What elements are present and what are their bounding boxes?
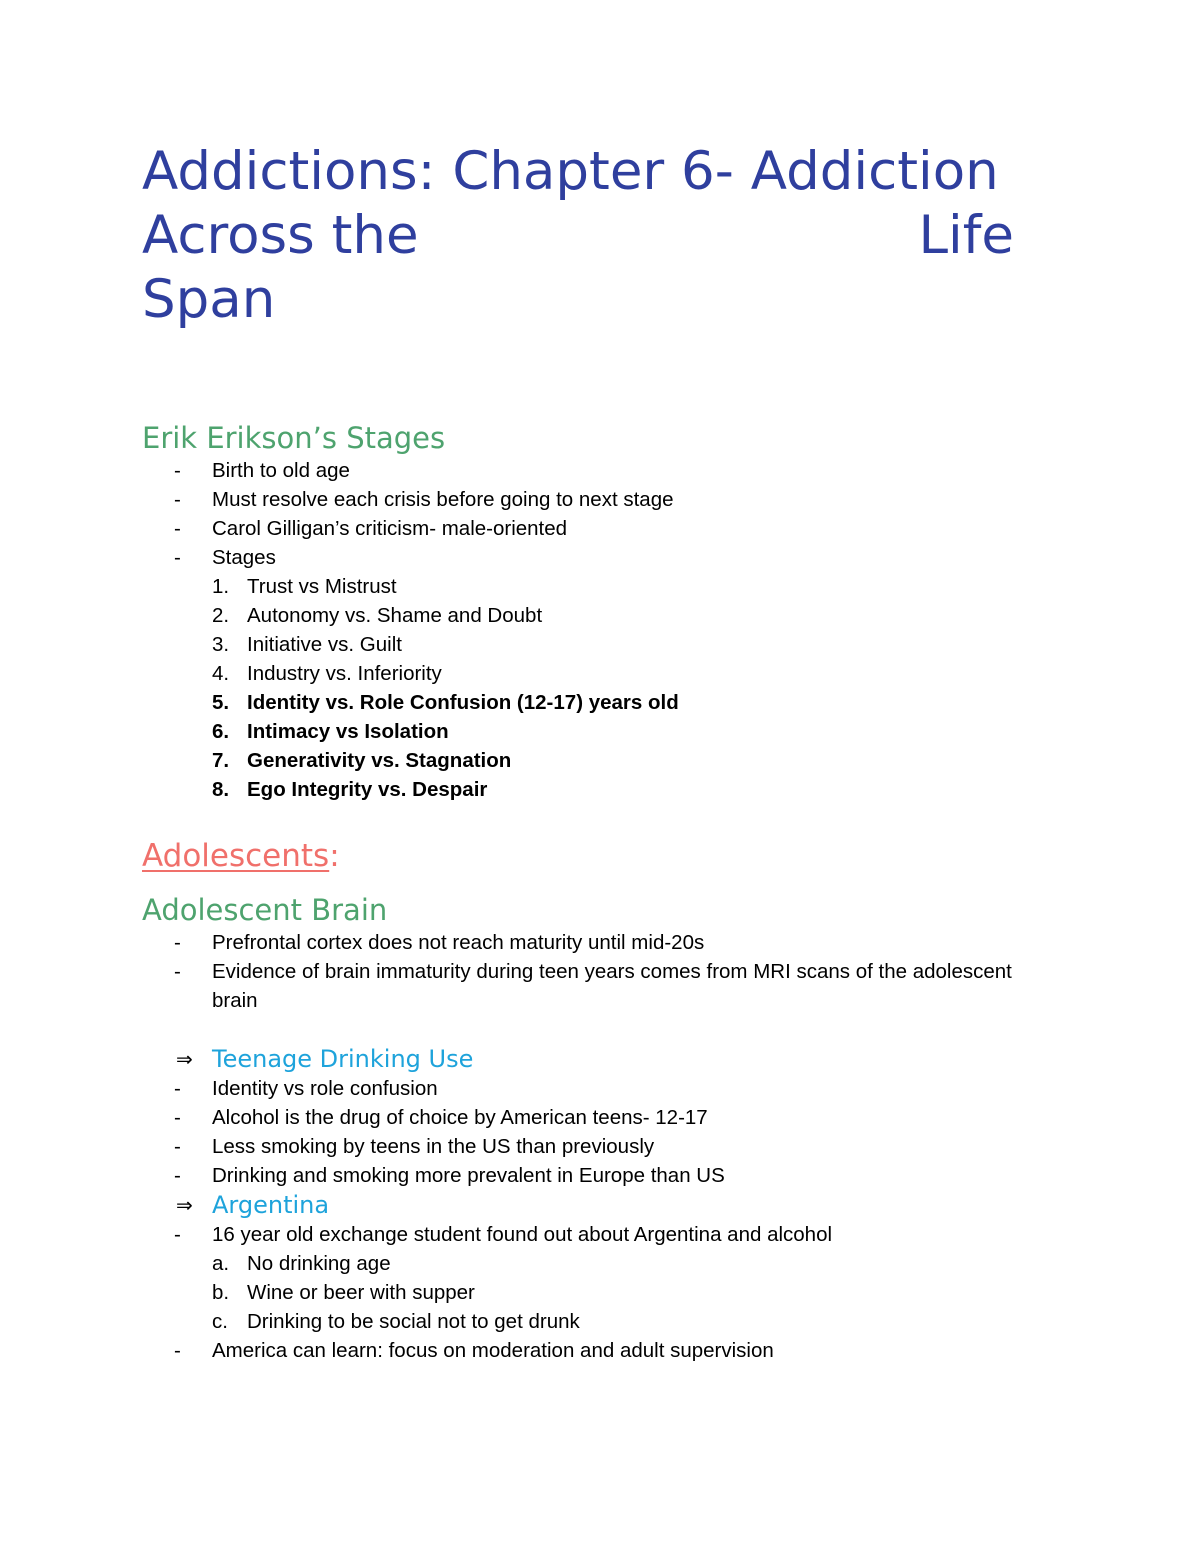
bullet-dash: - bbox=[174, 1223, 181, 1246]
bullet-dash: - bbox=[174, 488, 181, 511]
teen-drinking-bullets bbox=[142, 1074, 1042, 1190]
list-item: - Drinking and smoking more prevalent in Europe than US bbox=[142, 1161, 1042, 1190]
list-item: - Stages bbox=[142, 543, 1042, 572]
bullet-dash: - bbox=[174, 1106, 181, 1129]
document-title bbox=[142, 140, 1042, 332]
bullet-dash: - bbox=[174, 459, 181, 482]
list-item: b. Wine or beer with supper bbox=[212, 1281, 475, 1304]
bullet-dash: - bbox=[174, 1135, 181, 1158]
teen-drinking-heading-row bbox=[142, 1044, 1042, 1074]
title-line-2-left: Across the bbox=[142, 205, 419, 266]
argentina-list bbox=[142, 1220, 1042, 1365]
adolescents-heading: Adolescents: bbox=[142, 838, 340, 874]
arrow-right-icon: ⇒ bbox=[176, 1193, 193, 1217]
list-item: - 16 year old exchange student found out about Argentina and alcohol bbox=[142, 1220, 1042, 1249]
list-item: 4. Industry vs. Inferiority bbox=[212, 662, 442, 685]
list-item: - Alcohol is the drug of choice by American teens- 12-17 bbox=[142, 1103, 1042, 1132]
list-item: a. No drinking age bbox=[212, 1252, 391, 1275]
list-item: - Identity vs role confusion bbox=[142, 1074, 1042, 1103]
list-item: - Prefrontal cortex does not reach maturity until mid-20s bbox=[142, 928, 1042, 957]
bullet-dash: - bbox=[174, 517, 181, 540]
teen-drinking-heading: Teenage Drinking Use bbox=[212, 1045, 474, 1073]
brain-bullets bbox=[142, 928, 1042, 1015]
erikson-stages-list bbox=[142, 572, 1042, 804]
list-item: - Less smoking by teens in the US than previously bbox=[142, 1132, 1042, 1161]
arrow-right-icon: ⇒ bbox=[176, 1047, 193, 1071]
list-item: 7. Generativity vs. Stagnation bbox=[212, 749, 512, 772]
adolescent-brain-heading: Adolescent Brain bbox=[142, 893, 388, 927]
bullet-dash: - bbox=[174, 1077, 181, 1100]
argentina-heading-row bbox=[142, 1190, 1042, 1220]
bullet-dash: - bbox=[174, 960, 181, 983]
list-item: - Must resolve each crisis before going to next stage bbox=[142, 485, 1042, 514]
bullet-dash: - bbox=[174, 546, 181, 569]
list-item: - Birth to old age bbox=[142, 456, 1042, 485]
title-line-2 bbox=[142, 204, 1014, 268]
list-item: 8. Ego Integrity vs. Despair bbox=[212, 778, 488, 801]
list-item: 1. Trust vs Mistrust bbox=[212, 575, 397, 598]
list-item: - Carol Gilligan’s criticism- male-oriented bbox=[142, 514, 1042, 543]
list-item: - Evidence of brain immaturity during teen years comes from MRI scans of the adolescent brain bbox=[142, 957, 1042, 1015]
list-item: - America can learn: focus on moderation and adult supervision bbox=[142, 1336, 1042, 1365]
list-item: c. Drinking to be social not to get drunk bbox=[212, 1310, 580, 1333]
document-page bbox=[142, 140, 1042, 1365]
title-line-1: Addictions: Chapter 6- Addiction bbox=[142, 141, 999, 202]
list-item: 2. Autonomy vs. Shame and Doubt bbox=[212, 604, 543, 627]
erikson-heading: Erik Erikson’s Stages bbox=[142, 421, 446, 455]
bullet-dash: - bbox=[174, 931, 181, 954]
argentina-heading: Argentina bbox=[212, 1191, 330, 1219]
bullet-dash: - bbox=[174, 1164, 181, 1187]
list-item: 6. Intimacy vs Isolation bbox=[212, 720, 449, 743]
title-line-3: Span bbox=[142, 269, 276, 330]
title-line-2-right: Life bbox=[918, 205, 1014, 266]
list-item: 3. Initiative vs. Guilt bbox=[212, 633, 402, 656]
bullet-dash: - bbox=[174, 1339, 181, 1362]
erikson-bullets bbox=[142, 456, 1042, 572]
list-item: 5. Identity vs. Role Confusion (12-17) years old bbox=[212, 691, 679, 714]
